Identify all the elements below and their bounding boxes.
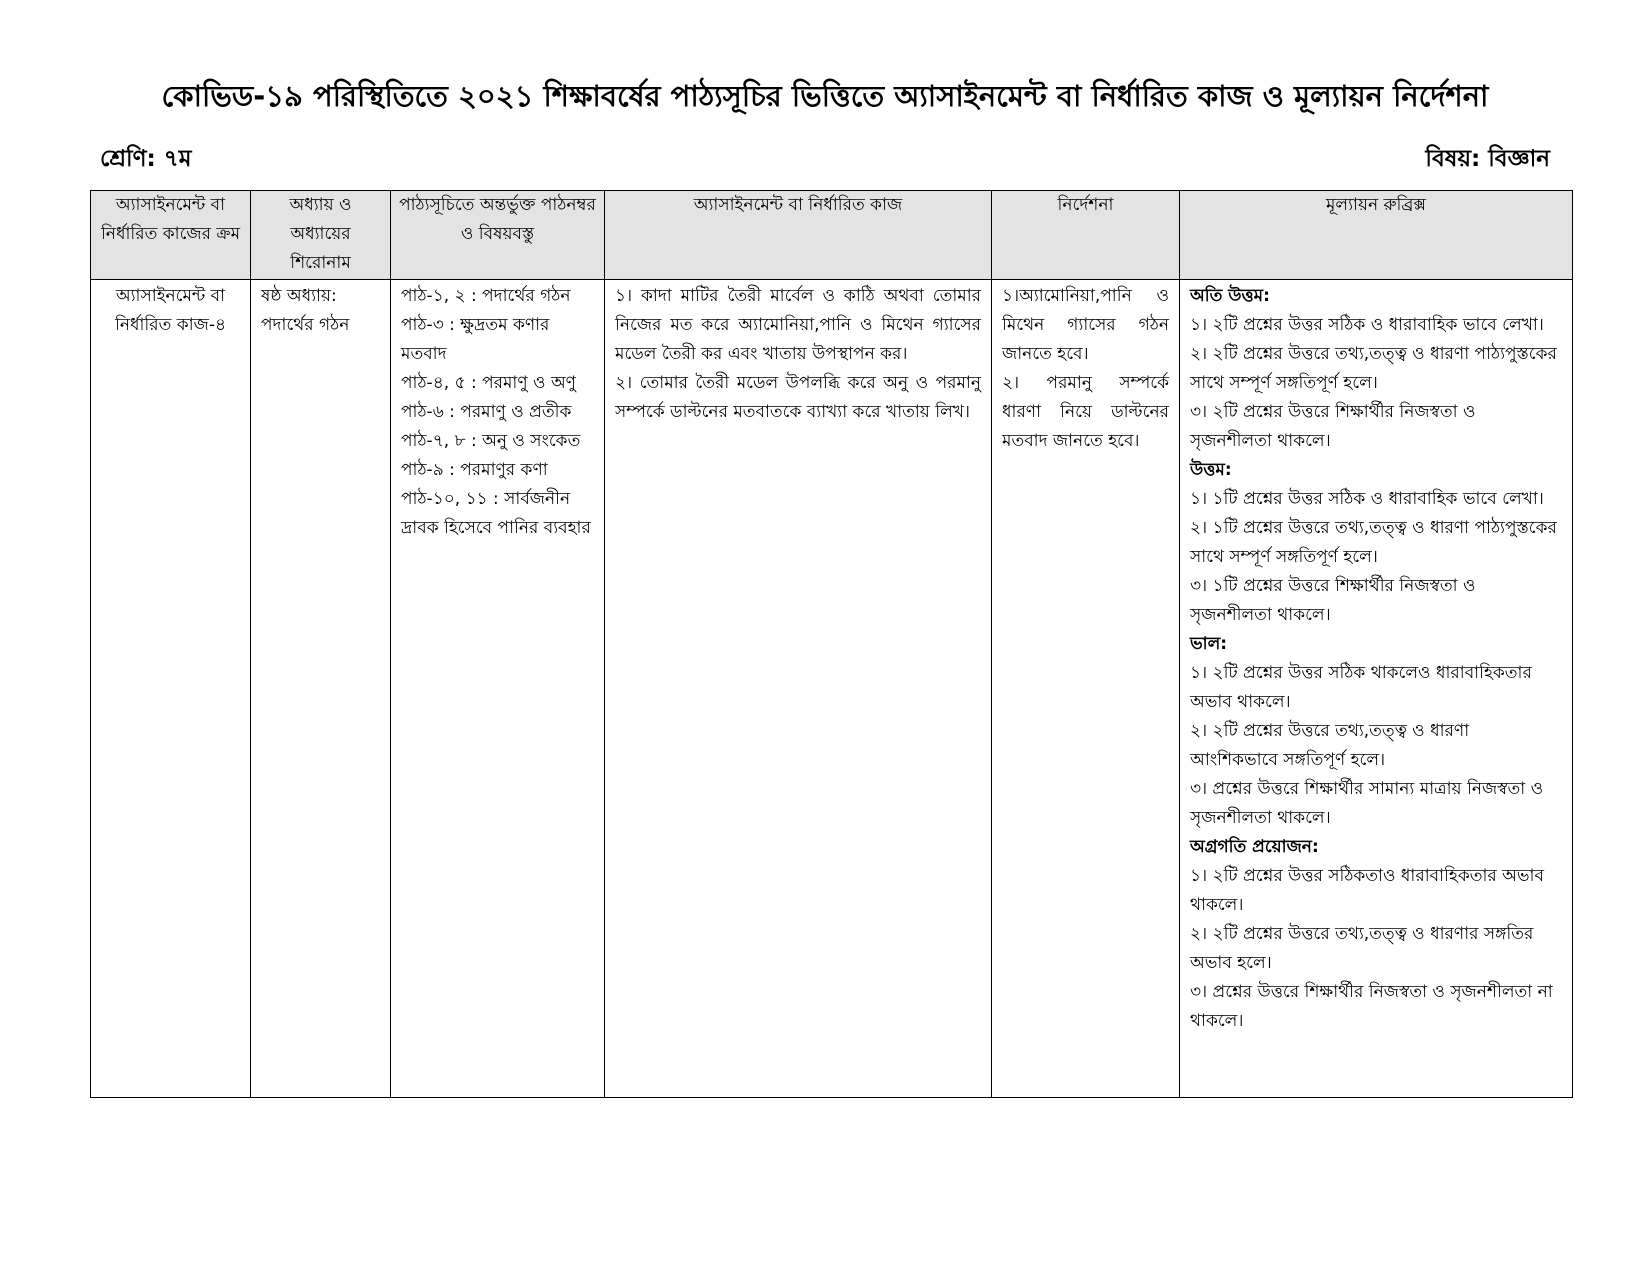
rubric-item: ২। ২টি প্রশ্নের উত্তরে তথ্য,তত্ত্ব ও ধারণা পাঠ্যপুস্তকের সাথে সম্পূর্ণ সঙ্গতিপূর্ণ হলে। [1190, 344, 1557, 393]
lesson-item: পাঠ-৭, ৮ : অনু ও সংকেত [401, 431, 581, 451]
guideline-item: ২। পরমানু সম্পর্কে ধারণা নিয়ে ডাল্টনের মতবাদ জানতে হবে। [1002, 373, 1169, 451]
rubric-item: ৩। প্রশ্নের উত্তরে শিক্ষার্থীর নিজস্বতা ও সৃজনশীলতা না থাকলে। [1190, 982, 1553, 1031]
rubric-cell [1180, 280, 1573, 1098]
header-lessons: পাঠ্যসূচিতে অন্তর্ভুক্ত পাঠনম্বর ও বিষয়বস্তু [391, 191, 605, 280]
chapter-title: পদার্থের গঠন [261, 315, 350, 335]
guidelines-cell [992, 280, 1180, 1098]
page-title: কোভিড-১৯ পরিস্থিতিতে ২০২১ শিক্ষাবর্ষের পাঠ্যসূচির ভিত্তিতে অ্যাসাইনমেন্ট বা নির্ধারিত কাজ ও মূল্যায়ন নির্দেশনা [161, 79, 1489, 113]
assignment-number-cell: অ্যাসাইনমেন্ট বা নির্ধারিত কাজ-৪ [91, 280, 251, 1098]
lesson-item: পাঠ-৪, ৫ : পরমাণু ও অণু [401, 373, 576, 393]
lessons-cell [391, 280, 605, 1098]
rubric-item: ১। ২টি প্রশ্নের উত্তর সঠিক ও ধারাবাহিক ভাবে লেখা। [1190, 315, 1544, 335]
rubric-item: ১। ২টি প্রশ্নের উত্তর সঠিকতাও ধারাবাহিকতার অভাব থাকলে। [1190, 866, 1544, 915]
header-task: অ্যাসাইনমেন্ট বা নির্ধারিত কাজ [605, 191, 992, 280]
rubric-item: ৩। ২টি প্রশ্নের উত্তরে শিক্ষার্থীর নিজস্বতা ও সৃজনশীলতা থাকলে। [1190, 402, 1476, 451]
rubric-heading-good: ভাল: [1190, 634, 1228, 654]
rubric-item: ১। ২টি প্রশ্নের উত্তর সঠিক থাকলেও ধারাবাহিকতার অভাব থাকলে। [1190, 663, 1532, 712]
chapter-number: ষষ্ঠ অধ্যায়: [261, 286, 337, 306]
rubric-item: ৩। প্রশ্নের উত্তরে শিক্ষার্থীর সামান্য মাত্রায় নিজস্বতা ও সৃজনশীলতা থাকলে। [1190, 779, 1544, 828]
task-item: ১। কাদা মাটির তৈরী মার্বেল ও কাঠি অথবা তোমার নিজের মত করে অ্যামোনিয়া,পানি ও মিথেন গ্যাসের মডেল তৈরী কর এবং খাতায় উপস্থাপন কর। [615, 286, 981, 364]
lesson-item: পাঠ-১০, ১১ : সার্বজনীন দ্রাবক হিসেবে পানির ব্যবহার [401, 489, 591, 538]
task-item: ২। তোমার তৈরী মডেল উপলব্ধি করে অনু ও পরমানু সম্পর্কে ডাল্টনের মতবাতকে ব্যাখ্যা করে খাতায় লিখ। [615, 373, 981, 422]
rubric-item: ২। ১টি প্রশ্নের উত্তরে তথ্য,তত্ত্ব ও ধারণা পাঠ্যপুস্তকের সাথে সম্পূর্ণ সঙ্গতিপূর্ণ হলে। [1190, 518, 1557, 567]
header-rubric: মূল্যায়ন রুব্রিক্স [1180, 191, 1573, 280]
header-chapter: অধ্যায় ও অধ্যায়ের শিরোনাম [251, 191, 391, 280]
rubric-item: ২। ২টি প্রশ্নের উত্তরে তথ্য,তত্ত্ব ও ধারণা আংশিকভাবে সঙ্গতিপূর্ণ হলে। [1190, 721, 1470, 770]
subject-label: বিষয়: বিজ্ঞান [1425, 146, 1550, 172]
class-label: শ্রেণি: ৭ম [100, 146, 192, 172]
guideline-item: ১।অ্যামোনিয়া,পানি ও মিথেন গ্যাসের গঠন জানতে হবে। [1002, 286, 1169, 364]
rubric-item: ২। ২টি প্রশ্নের উত্তরে তথ্য,তত্ত্ব ও ধারণার সঙ্গতির অভাব হলে। [1190, 924, 1534, 973]
header-assignment-no: অ্যাসাইনমেন্ট বা নির্ধারিত কাজের ক্রম [91, 191, 251, 280]
chapter-cell [251, 280, 391, 1098]
assignment-table [90, 190, 1573, 1098]
lesson-item: পাঠ-৩ : ক্ষুদ্রতম কণার মতবাদ [401, 315, 550, 364]
table-row [91, 280, 1573, 1098]
rubric-item: ১। ১টি প্রশ্নের উত্তর সঠিক ও ধারাবাহিক ভাবে লেখা। [1190, 489, 1544, 509]
lesson-item: পাঠ-৬ : পরমাণু ও প্রতীক [401, 402, 572, 422]
table-header-row [91, 191, 1573, 280]
rubric-heading-excellent: অতি উত্তম: [1190, 286, 1270, 306]
rubric-item: ৩। ১টি প্রশ্নের উত্তরে শিক্ষার্থীর নিজস্বতা ও সৃজনশীলতা থাকলে। [1190, 576, 1476, 625]
header-guidelines: নির্দেশনা [992, 191, 1180, 280]
rubric-heading-very-good: উত্তম: [1190, 460, 1232, 480]
lesson-item: পাঠ-১, ২ : পদার্থের গঠন [401, 286, 571, 306]
task-cell [605, 280, 992, 1098]
lesson-item: পাঠ-৯ : পরমাণুর কণা [401, 460, 548, 480]
rubric-heading-needs-improvement: অগ্রগতি প্রয়োজন: [1190, 837, 1319, 857]
